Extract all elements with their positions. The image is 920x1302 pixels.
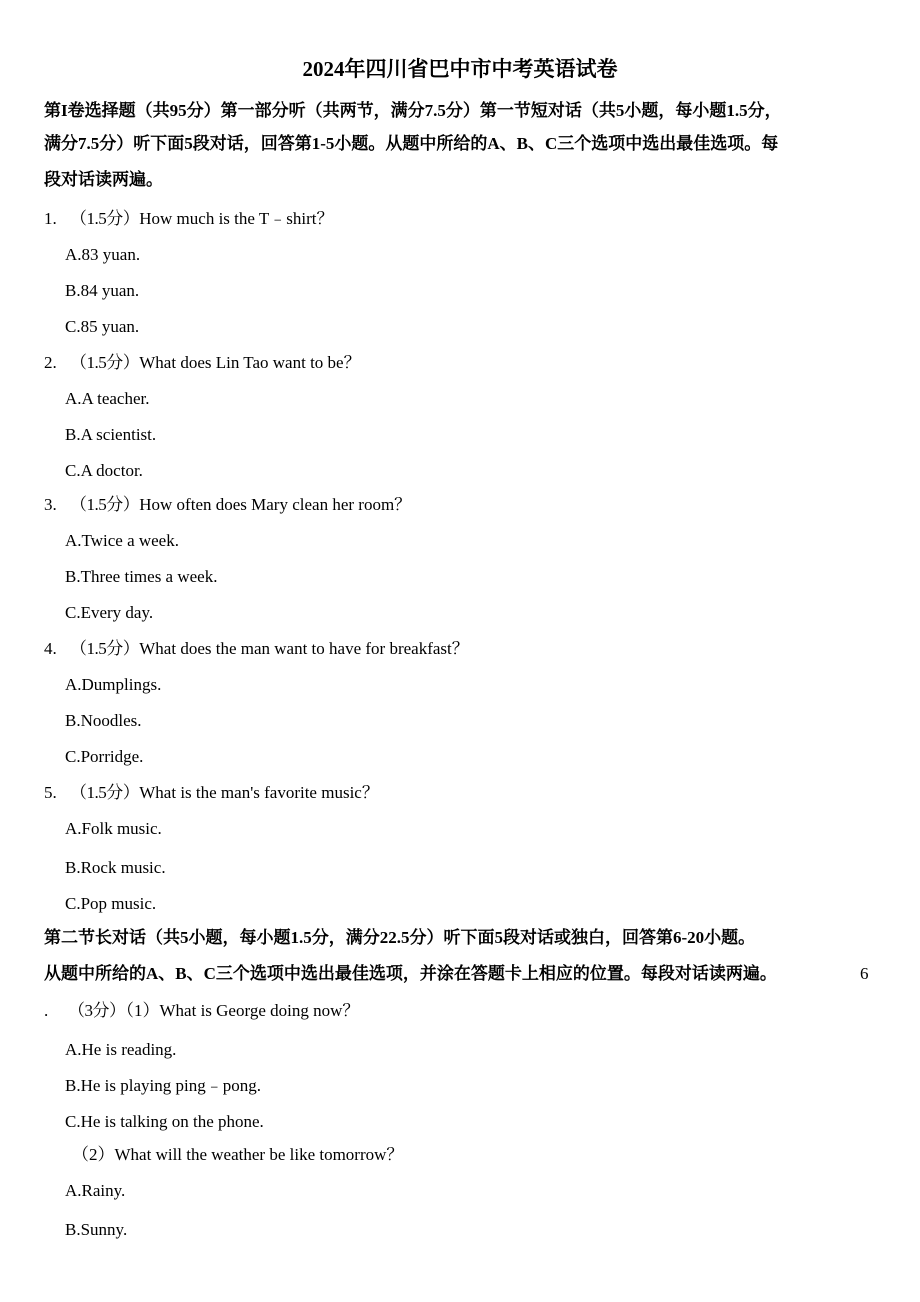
- option-5c[interactable]: C.Pop music.: [65, 894, 157, 913]
- option-6-2b[interactable]: B.Sunny.: [65, 1220, 128, 1239]
- question-2: [44, 351, 361, 375]
- question-4: [44, 637, 469, 661]
- question-text: How much is the T﹣shirt？: [139, 209, 334, 228]
- subquestion-text: What is George doing now？: [159, 1001, 360, 1020]
- section2-header-line1: 第二节长对话（共5小题，每小题1.5分，满分22.5分）听下面5段对话或独白，回答第6-20小题。: [44, 928, 756, 947]
- page-title: 2024年四川省巴中市中考英语试卷: [302, 57, 618, 81]
- option-1a[interactable]: A.83 yuan.: [65, 245, 141, 264]
- question-text: How often does Mary clean her room？: [139, 495, 412, 514]
- option-5b[interactable]: B.Rock music.: [65, 858, 166, 877]
- option-1b[interactable]: B.84 yuan.: [65, 281, 140, 300]
- option-2b[interactable]: B.A scientist.: [65, 425, 157, 444]
- question-score: （1.5分）: [70, 495, 140, 514]
- question-number: 1.: [44, 209, 57, 228]
- option-1c[interactable]: C.85 yuan.: [65, 317, 140, 336]
- section1-header-line3: 段对话读两遍。: [44, 170, 163, 189]
- subquestion-label: （2）: [72, 1145, 115, 1164]
- question-score: （1.5分）: [70, 639, 140, 658]
- option-6-2a[interactable]: A.Rainy.: [65, 1181, 126, 1200]
- question-number: 5.: [44, 783, 57, 802]
- option-4b[interactable]: B.Noodles.: [65, 711, 142, 730]
- option-5a[interactable]: A.Folk music.: [65, 819, 162, 838]
- section2-header-line2: [44, 962, 777, 986]
- question-number: 2.: [44, 353, 57, 372]
- option-2c[interactable]: C.A doctor.: [65, 461, 143, 480]
- option-4a[interactable]: A.Dumplings.: [65, 675, 162, 694]
- option-6-1a[interactable]: A.He is reading.: [65, 1040, 177, 1059]
- question-6-number: 6: [860, 964, 869, 983]
- question-text: What does the man want to have for breakfast？: [139, 639, 469, 658]
- question-score: （1.5分）: [70, 783, 140, 802]
- subquestion-text: What will the weather be like tomorrow？: [114, 1145, 404, 1164]
- question-text: What is the man's favorite music？: [139, 783, 379, 802]
- option-4c[interactable]: C.Porridge.: [65, 747, 144, 766]
- subquestion-6-2: [72, 1143, 403, 1167]
- option-2a[interactable]: A.A teacher.: [65, 389, 150, 408]
- option-3c[interactable]: C.Every day.: [65, 603, 154, 622]
- question-number: 4.: [44, 639, 57, 658]
- section2-header-text: 从题中所给的A、B、C三个选项中选出最佳选项，并涂在答题卡上相应的位置。每段对话读两遍。: [44, 964, 777, 983]
- section1-header-line2: 满分7.5分）听下面5段对话，回答第1-5小题。从题中所给的A、B、C三个选项中选出最佳选项。每: [44, 134, 779, 153]
- question-score: （1.5分）: [70, 209, 140, 228]
- subquestion-label: （1）: [125, 1001, 160, 1020]
- section1-header-line1: 第I卷选择题（共95分）第一部分听（共两节，满分7.5分）第一节短对话（共5小题，每小题1.5分，: [44, 101, 782, 120]
- question-text: What does Lin Tao want to be？: [139, 353, 361, 372]
- question-score: （1.5分）: [70, 353, 140, 372]
- question-5: [44, 781, 379, 805]
- option-3a[interactable]: A.Twice a week.: [65, 531, 179, 550]
- option-6-1c[interactable]: C.He is talking on the phone.: [65, 1112, 264, 1131]
- question-3: [44, 493, 411, 517]
- option-3b[interactable]: B.Three times a week.: [65, 567, 218, 586]
- question-1: [44, 207, 333, 231]
- question-score: （3分）: [68, 1001, 126, 1020]
- question-6: [44, 999, 359, 1023]
- question-6-dot: .: [44, 1001, 49, 1020]
- question-number: 3.: [44, 495, 57, 514]
- option-6-1b[interactable]: B.He is playing ping﹣pong.: [65, 1076, 261, 1095]
